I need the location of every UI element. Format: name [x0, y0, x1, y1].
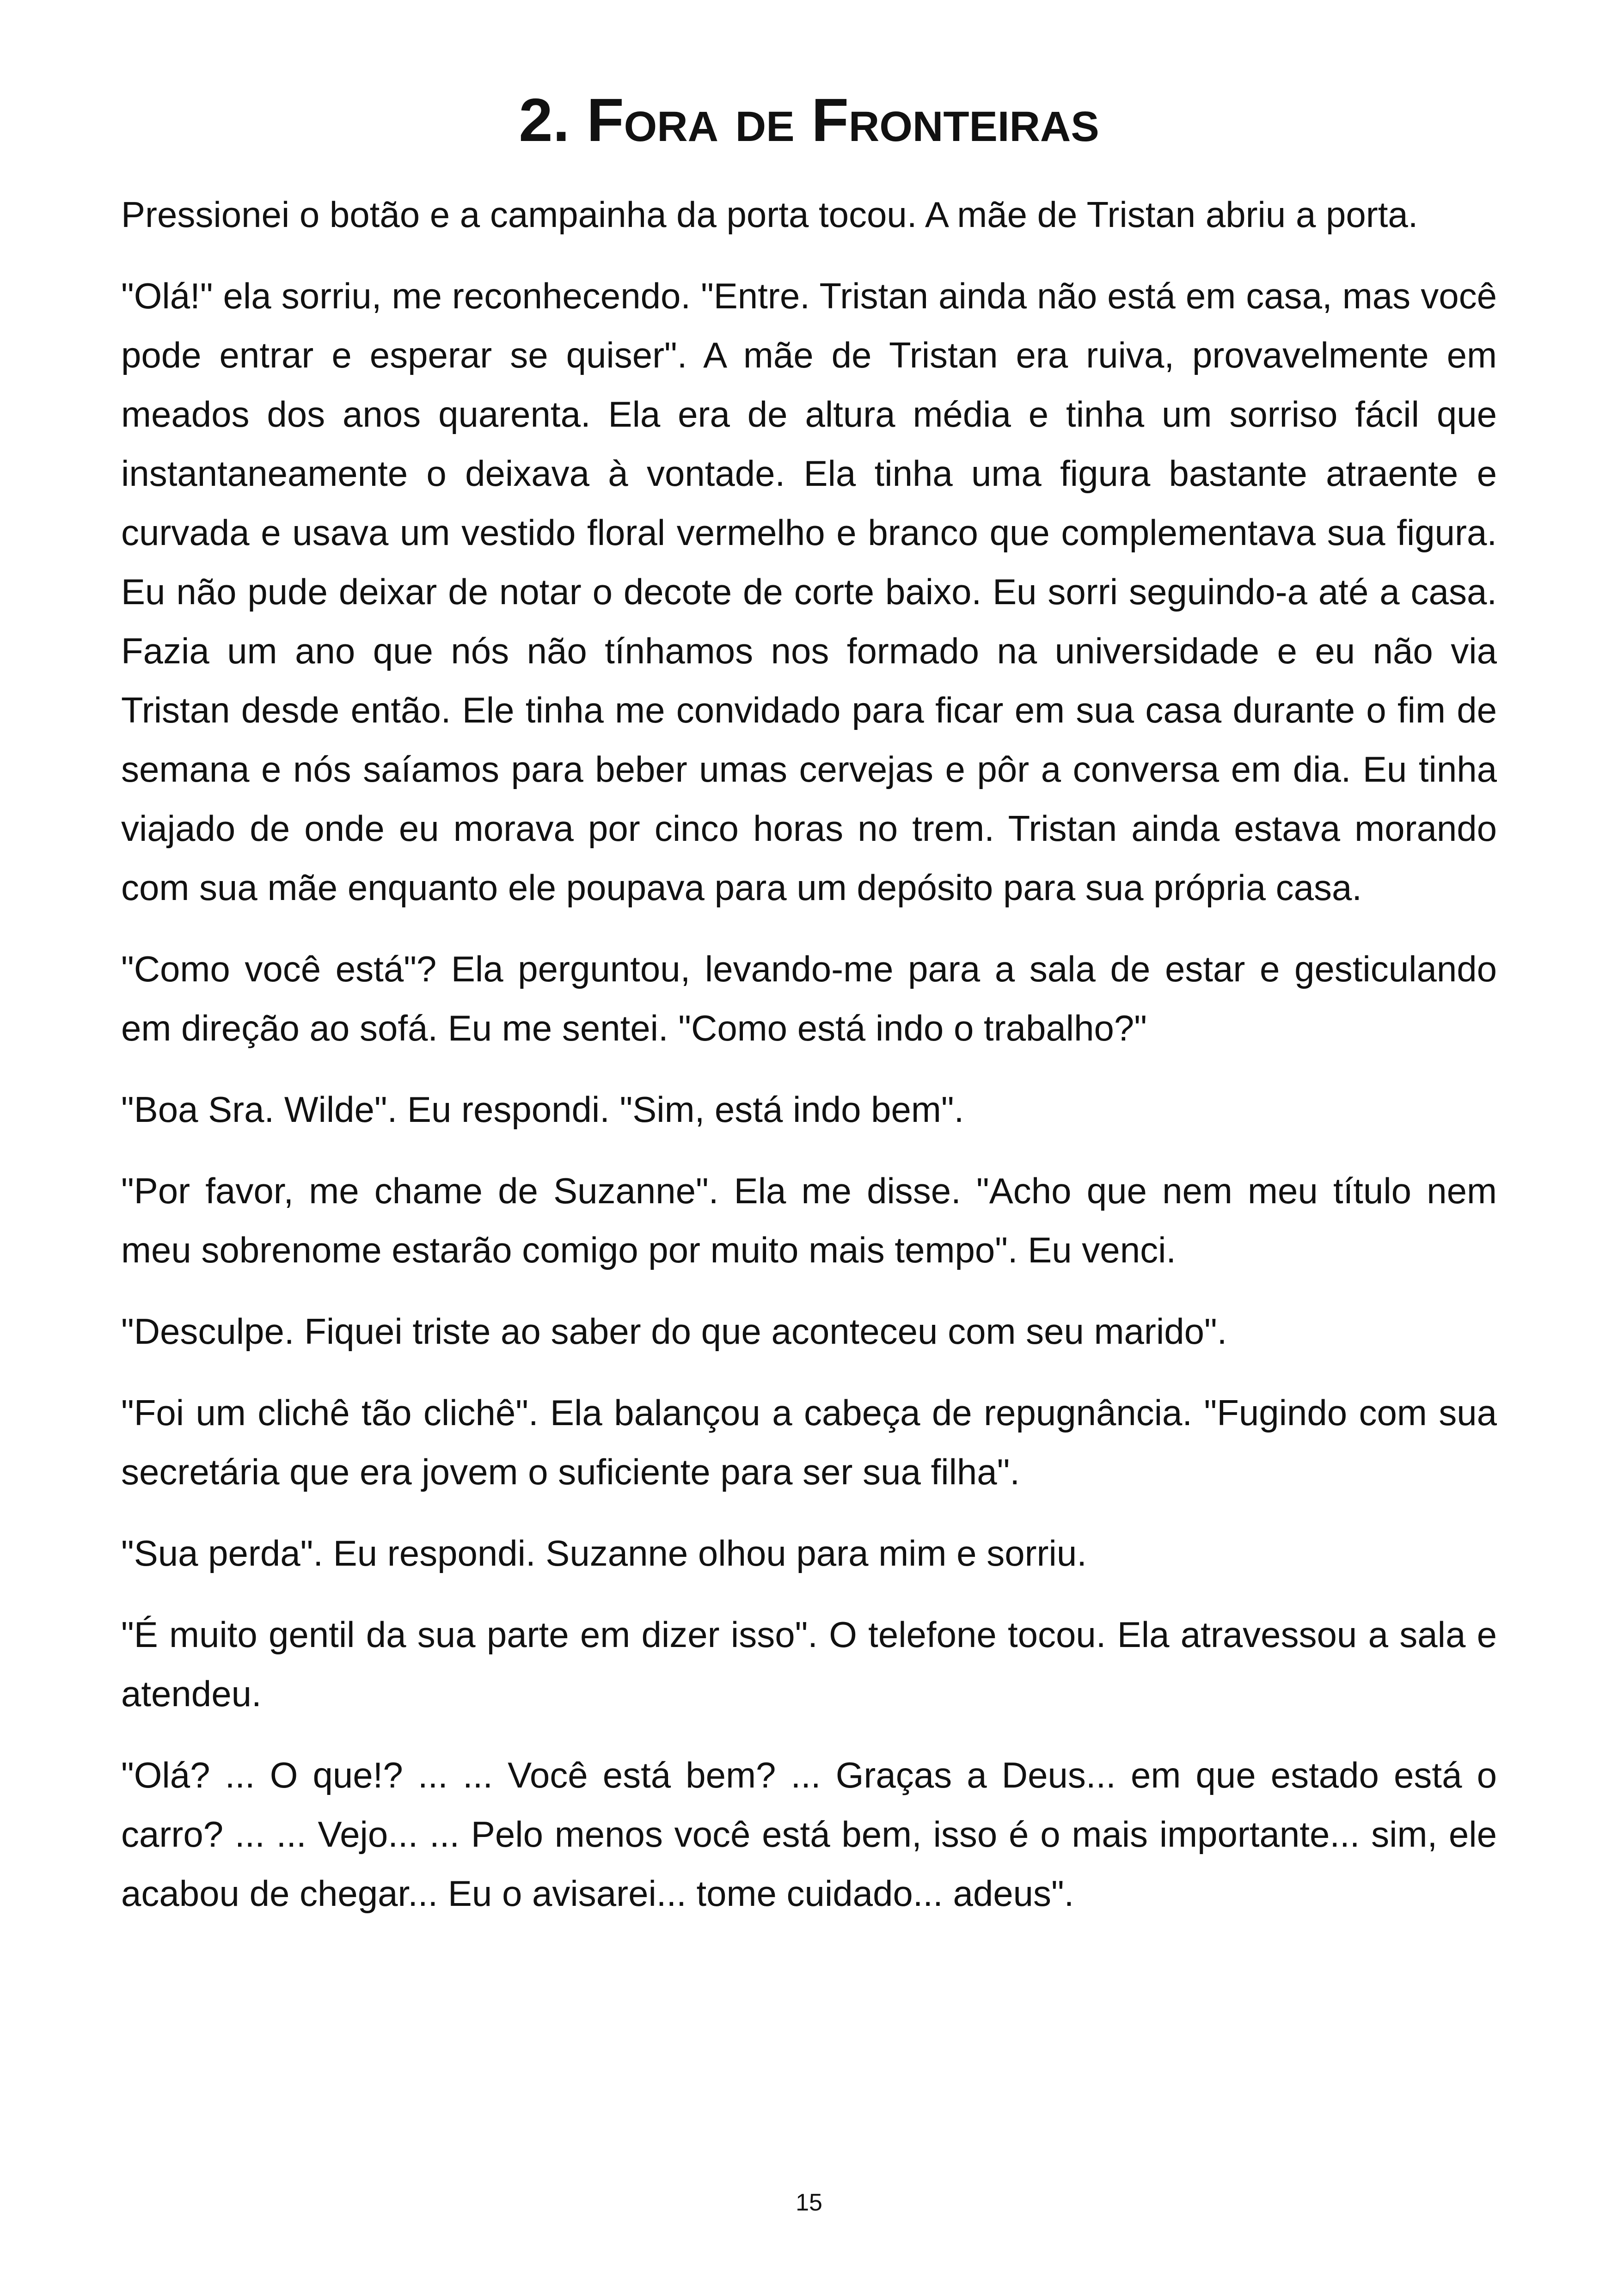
paragraph: "Boa Sra. Wilde". Eu respondi. "Sim, está indo bem". — [121, 1089, 964, 1130]
paragraph: "Desculpe. Fiquei triste ao saber do que aconteceu com seu marido". — [121, 1311, 1227, 1352]
paragraph: Pressionei o botão e a campainha da porta tocou. A mãe de Tristan abriu a porta. — [121, 194, 1418, 235]
page-number: 15 — [796, 2189, 822, 2216]
paragraph: "Foi um clichê tão clichê". Ela balançou a cabeça de repugnância. "Fugindo com sua secretária que era jovem o suficiente para ser sua filha". — [121, 1392, 1497, 1492]
paragraph: "Como você está"? Ela perguntou, levando-me para a sala de estar e gesticulando em direção ao sofá. Eu me sentei. "Como está indo o trabalho?" — [121, 949, 1497, 1048]
paragraph: "Por favor, me chame de Suzanne". Ela me disse. "Acho que nem meu título nem meu sobrenome estarão comigo por muito mais tempo". Eu venci. — [121, 1170, 1497, 1270]
chapter-body — [121, 185, 1497, 1945]
chapter-number: 2. — [519, 86, 570, 154]
chapter-title-part1: Fora de — [587, 86, 795, 154]
paragraph: "Sua perda". Eu respondi. Suzanne olhou para mim e sorriu. — [121, 1533, 1087, 1574]
paragraph: "É muito gentil da sua parte em dizer isso". O telefone tocou. Ela atravessou a sala e atendeu. — [121, 1614, 1497, 1714]
chapter-title — [0, 83, 1618, 157]
chapter-title-part2: Fronteiras — [811, 86, 1099, 154]
paragraph: "Olá!" ela sorriu, me reconhecendo. "Entre. Tristan ainda não está em casa, mas você pode entrar e esperar se quiser". A mãe de Tristan era ruiva, provavelmente em meados dos anos quarenta. Ela era de altura média e tinha um sorriso fácil que instantaneamente o deixava à vontade. Ela tinha uma figura bastante atraente e curvada e usava um vestido floral vermelho e branco que complementava sua figura. Eu não pude deixar de notar o decote de corte baixo. Eu sorri seguindo-a até a casa. Fazia um ano que nós não tínhamos nos formado na universidade e eu não via Tristan desde então. Ele tinha me convidado para ficar em sua casa durante o fim de semana e nós saíamos para beber umas cervejas e pôr a conversa em dia. Eu tinha viajado de onde eu morava por cinco horas no trem. Tristan ainda estava morando com sua mãe enquanto ele poupava para um depósito para sua própria casa. — [121, 276, 1497, 908]
paragraph: "Olá? ... O que!? ... ... Você está bem? ... Graças a Deus... em que estado está o carro? ... ... Vejo... ... Pelo menos você está bem, isso é o mais importante... sim, ele acabou de chegar... Eu o avisarei... tome cuidado... adeus". — [121, 1755, 1497, 1914]
